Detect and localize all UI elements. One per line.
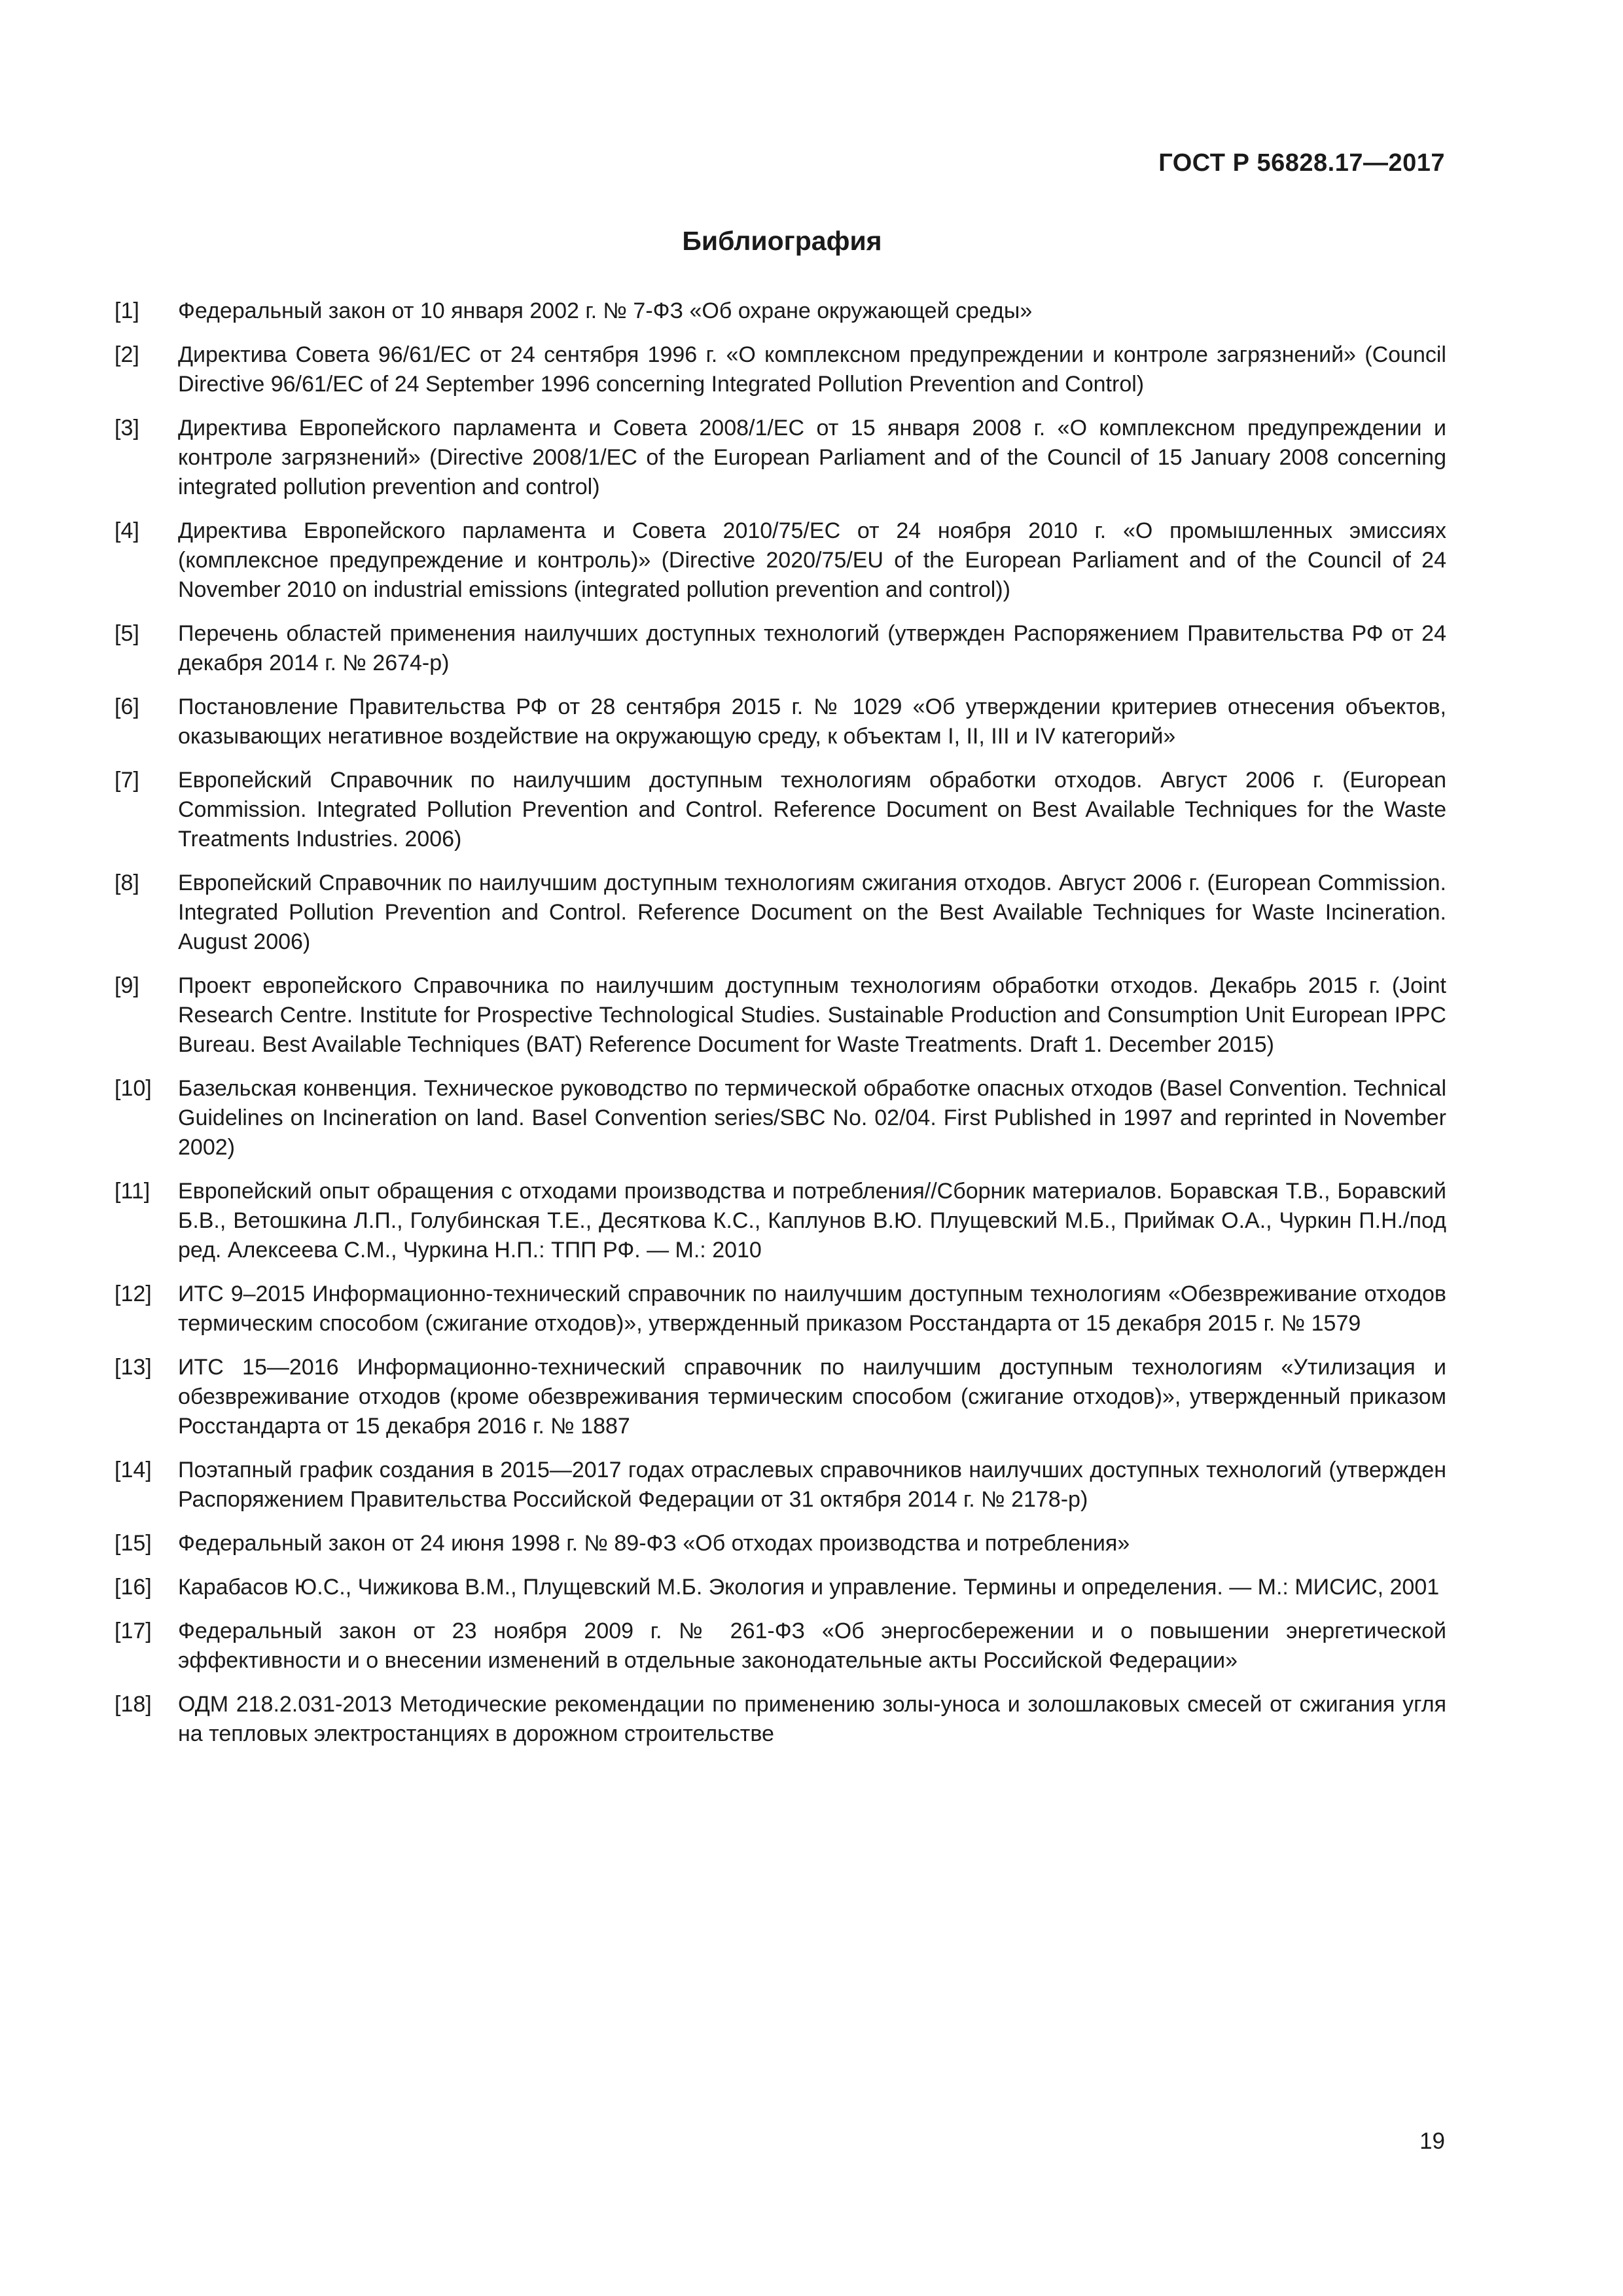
- bibliography-entry: [115, 1177, 1446, 1265]
- bibliography-entry-text: Европейский Справочник по наилучшим доступным технологиям сжигания отходов. Август 2006 г. (European Commission. Integrated Pollution Prevention and Control. Reference Document on the Best Available Techniques for Waste Incineration. August 2006): [178, 870, 1446, 954]
- bibliography-entry: [115, 516, 1446, 605]
- bibliography-entry-text: Европейский Справочник по наилучшим доступным технологиям обработки отходов. Август 2006 г. (European Commission. Integrated Pollution Prevention and Control. Reference Document on Best Available Techniques for the Waste Treatments Industries. 2006): [178, 768, 1446, 852]
- bibliography-entry-number: [17]: [115, 1619, 152, 1643]
- bibliography-entry-number: [18]: [115, 1692, 152, 1717]
- bibliography-entry: [115, 1353, 1446, 1441]
- bibliography-entry-number: [7]: [115, 768, 139, 793]
- bibliography-entry: [115, 340, 1446, 399]
- bibliography-entry: [115, 296, 1446, 326]
- bibliography-entry-text: Постановление Правительства РФ от 28 сентября 2015 г. № 1029 «Об утверждении критериев отнесения объектов, оказывающих негативное воздействие на окружающую среду, к объектам I, II, III и IV категорий»: [178, 694, 1446, 749]
- bibliography-entry-text: Директива Европейского парламента и Совета 2010/75/ЕС от 24 ноября 2010 г. «О промышленных эмиссиях (комплексное предупреждение и контроль)» (Directive 2020/75/EU of the European Parliament and of the Council of 24 November 2010 on industrial emissions (integrated pollution prevention and control)): [178, 518, 1446, 602]
- bibliography-entry-number: [6]: [115, 694, 139, 719]
- bibliography-entry-text: Базельская конвенция. Техническое руководство по термической обработке опасных отходов (Basel Convention. Technical Guidelines on Incineration on land. Basel Convention series/SBC No. 02/04. First Published in 1997 and reprinted in November 2002): [178, 1076, 1446, 1160]
- bibliography-entry-number: [9]: [115, 973, 139, 998]
- bibliography-entry-number: [14]: [115, 1458, 152, 1482]
- bibliography-entry: [115, 971, 1446, 1060]
- bibliography-entry: [115, 1074, 1446, 1162]
- bibliography-entry: [115, 766, 1446, 854]
- bibliography-entry-number: [16]: [115, 1575, 152, 1600]
- bibliography-entry-text: Федеральный закон от 10 января 2002 г. № 7-ФЗ «Об охране окружающей среды»: [178, 298, 1033, 323]
- bibliography-entry-number: [12]: [115, 1282, 152, 1306]
- bibliography-entry: [115, 692, 1446, 751]
- bibliography-entry-text: ИТС 9–2015 Информационно-технический справочник по наилучшим доступным технологиям «Обезвреживание отходов термическим способом (сжигание отходов)», утвержденный приказом Росстандарта от 15 декабря 2015 г. № 1579: [178, 1282, 1446, 1336]
- bibliography-entry: [115, 1573, 1446, 1602]
- bibliography-entry-number: [15]: [115, 1531, 152, 1556]
- bibliography-entry-text: Проект европейского Справочника по наилучшим доступным технологиям обработки отходов. Декабрь 2015 г. (Joint Research Centre. Institute for Prospective Technological Studies. Sustainable Production and Consumption Unit European IPPC Bureau. Best Available Techniques (BAT) Reference Document for Waste Treatments. Draft 1. December 2015): [178, 973, 1446, 1057]
- bibliography-entry-number: [2]: [115, 342, 139, 367]
- document-code: ГОСТ Р 56828.17—2017: [1158, 149, 1445, 177]
- bibliography-entry-number: [3]: [115, 416, 139, 440]
- bibliography-entry: [115, 1617, 1446, 1676]
- bibliography-entry-text: Поэтапный график создания в 2015—2017 годах отраслевых справочников наилучших доступных технологий (утвержден Распоряжением Правительства Российской Федерации от 31 октября 2014 г. № 2178-р): [178, 1458, 1446, 1512]
- bibliography-entry: [115, 1529, 1446, 1558]
- bibliography-entry: [115, 869, 1446, 957]
- bibliography-entry: [115, 414, 1446, 502]
- bibliography-entry: [115, 619, 1446, 678]
- page-number: 19: [1419, 2128, 1445, 2154]
- bibliography-entry-text: Директива Европейского парламента и Совета 2008/1/ЕС от 15 января 2008 г. «О комплексном предупреждении и контроле загрязнений» (Directive 2008/1/EC of the European Parliament and of the Council of 15 January 2008 concerning integrated pollution prevention and control): [178, 416, 1446, 499]
- bibliography-entry-text: Федеральный закон от 23 ноября 2009 г. № 261-ФЗ «Об энергосбережении и о повышении энергетической эффективности и о внесении изменений в отдельные законодательные акты Российской Федерации»: [178, 1619, 1446, 1673]
- bibliography-entry-number: [5]: [115, 621, 139, 646]
- bibliography-entry-text: ОДМ 218.2.031-2013 Методические рекомендации по применению золы-уноса и золошлаковых смесей от сжигания угля на тепловых электростанциях в дорожном строительстве: [178, 1692, 1446, 1746]
- bibliography-entry: [115, 1690, 1446, 1749]
- bibliography-entry-number: [4]: [115, 518, 139, 543]
- bibliography-entry-text: Директива Совета 96/61/ЕС от 24 сентября 1996 г. «О комплексном предупреждении и контроле загрязнений» (Council Directive 96/61/EC of 24 September 1996 concerning Integrated Pollution Prevention and Control): [178, 342, 1446, 397]
- bibliography-title: Библиография: [682, 226, 882, 256]
- bibliography-entry-number: [10]: [115, 1076, 152, 1101]
- bibliography-entry: [115, 1456, 1446, 1515]
- bibliography-entry-text: Федеральный закон от 24 июня 1998 г. № 89-ФЗ «Об отходах производства и потребления»: [178, 1531, 1130, 1556]
- bibliography-entry-text: Карабасов Ю.С., Чижикова В.М., Плущевский М.Б. Экология и управление. Термины и определения. — М.: МИСИС, 2001: [178, 1575, 1440, 1600]
- bibliography-entry-text: ИТС 15—2016 Информационно-технический справочник по наилучшим доступным технологиям «Утилизация и обезвреживание отходов (кроме обезвреживания термическим способом (сжигание отходов)», утвержденный приказом Росстандарта от 15 декабря 2016 г. № 1887: [178, 1355, 1446, 1439]
- bibliography-entry-number: [8]: [115, 870, 139, 895]
- bibliography-entry-number: [11]: [115, 1179, 151, 1204]
- bibliography-entry-number: [1]: [115, 298, 139, 323]
- bibliography-entry-number: [13]: [115, 1355, 152, 1380]
- bibliography-list: [115, 296, 1446, 1763]
- bibliography-entry-text: Перечень областей применения наилучших доступных технологий (утвержден Распоряжением Правительства РФ от 24 декабря 2014 г. № 2674-р): [178, 621, 1446, 675]
- bibliography-entry-text: Европейский опыт обращения с отходами производства и потребления//Сборник материалов. Боравская Т.В., Боравский Б.В., Ветошкина Л.П., Голубинская Т.Е., Десяткова К.С., Каплунов В.Ю. Плущевский М.Б., Приймак О.А., Чуркин П.Н./под ред. Алексеева С.М., Чуркина Н.П.: ТПП РФ. — М.: 2010: [178, 1179, 1446, 1263]
- bibliography-entry: [115, 1280, 1446, 1338]
